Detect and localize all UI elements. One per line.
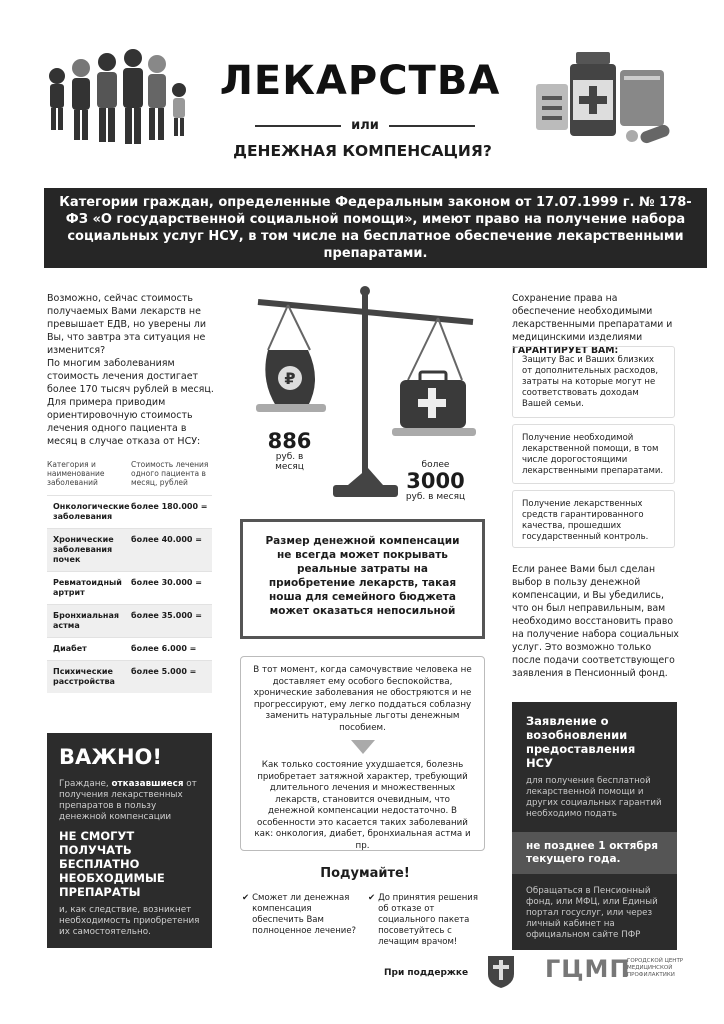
or-label: или	[351, 118, 379, 133]
statement-box	[512, 702, 677, 950]
disease-name: Бронхиальная астма	[53, 611, 119, 630]
disease-name: Диабет	[53, 644, 87, 653]
svg-text:₽: ₽	[284, 369, 296, 388]
important-text-start: Граждане,	[59, 779, 112, 789]
disease-name: Психические расстройства	[53, 667, 115, 686]
table-body	[47, 495, 212, 693]
check-item-text: До принятия решения об отказе от социального пакета посоветуйтесь с лечащим врачом!	[378, 893, 478, 947]
important-title: ВАЖНО!	[59, 745, 162, 769]
arrow-down-icon	[351, 740, 375, 754]
check-item-1	[242, 893, 362, 937]
intro-paragraph: Возможно, сейчас стоимость получаемых Вами лекарств не превышает ЕДВ, но уверены ли Вы, что завтра эта ситуация не изменится?	[47, 293, 207, 356]
checkmark-icon: ✔	[368, 893, 376, 903]
statement-deadline: не позднее 1 октября текущего года.	[512, 832, 677, 874]
drug-cost-prefix: более	[421, 460, 450, 470]
statement-top	[512, 702, 677, 826]
drug-cost-value: 3000	[406, 469, 465, 493]
think-heading: Подумайте!	[320, 866, 410, 881]
cost-paragraph: По многим заболеваниям стоимость лечения достигает более 170 тысяч рублей в месяц. Для примера приводим ориентировочную стоимость лечения одного пациента в месяц в случае отказа от НСУ:	[47, 358, 214, 447]
compensation-warning-box: Размер денежной компенсации не всегда может покрывать реальные затраты на приобретение лекарств, такая ноша для семейного бюджета может оказаться непосильной	[240, 519, 485, 639]
table-header-cost: Стоимость лечения одного пациента в месяц, рублей	[131, 460, 209, 487]
table-row	[47, 637, 212, 660]
table-header-category: Категория и наименование заболеваний	[47, 460, 105, 487]
family-illustration	[45, 48, 195, 148]
page-title: ЛЕКАРСТВА	[219, 58, 501, 104]
title-divider	[255, 118, 475, 133]
statement-where: Обращаться в Пенсионный фонд, или МФЦ, или Единый портал госуслуг, или через личный кабинет на официальном сайте ПФР	[526, 886, 658, 940]
medicine-illustration	[528, 50, 688, 145]
compensation-unit: руб. в месяц	[275, 452, 304, 472]
disease-cost: более 5.000 =	[131, 667, 197, 676]
disease-cost: более 180.000 =	[131, 502, 208, 511]
compensation-value: 886	[267, 429, 312, 453]
disease-cost: более 6.000 =	[131, 644, 197, 653]
important-consequence: и, как следствие, возникнет необходимость приобретения их самостоятельно.	[59, 905, 200, 937]
restore-paragraph: Если ранее Вами был сделан выбор в пользу денежной компенсации, и Вы убедились, что он был неправильным, вам необходимо восстановить право на получение набора социальных услуг. Это возможно только после подачи соответствующего заявления в Пенсионный фонд.	[512, 564, 679, 679]
compensation-amount	[262, 430, 317, 472]
disease-cost: более 40.000 =	[131, 535, 202, 544]
checkmark-icon: ✔	[242, 893, 250, 903]
disease-name: Хронические заболевания почек	[53, 535, 114, 564]
table-row	[47, 495, 212, 528]
check-item-text: Сможет ли денежная компенсация обеспечить Вам полноценное лечение?	[252, 893, 357, 936]
table-row	[47, 604, 212, 637]
important-text-end: от получения лекарственных препаратов в пользу денежной компенсации	[59, 779, 197, 822]
drug-cost-unit: руб. в месяц	[405, 492, 466, 502]
important-text-bold: отказавшиеся	[111, 779, 184, 789]
explanation-text-1: В тот момент, когда самочувствие человека не доставляет ему особого беспокойства, хронические заболевания не обостряются и не прогрессируют, ему легко поддаться соблазну заменить натуральные льготы денежным пособием.	[253, 665, 472, 733]
coat-of-arms-icon	[484, 952, 518, 990]
important-box	[47, 733, 212, 948]
guarantee-intro-bold: ГАРАНТИРУЕТ ВАМ:	[512, 345, 619, 356]
law-banner: Категории граждан, определенные Федеральным законом от 17.07.1999 г. № 178-ФЗ «О государственной социальной помощи», имеют право на получение набора социальных услуг НСУ, в том числе на бесплатное обеспечение лекарственными препаратами.	[44, 188, 707, 268]
guarantee-item: Получение лекарственных средств гарантированного качества, прошедших государственный контроль.	[512, 490, 675, 548]
gcmp-logo-subtitle: ГОРОДСКОЙ ЦЕНТР МЕДИЦИНСКОЙ ПРОФИЛАКТИКИ	[627, 958, 684, 978]
table-row	[47, 571, 212, 604]
disease-name: Онкологические заболевания	[53, 502, 130, 521]
important-warning: НЕ СМОГУТ ПОЛУЧАТЬ БЕСПЛАТНО НЕОБХОДИМЫЕ ПРЕПАРАТЫ	[59, 829, 165, 899]
guarantee-item: Получение необходимой лекарственной помощи, в том числе дорогостоящими лекарственными препаратами.	[512, 424, 675, 484]
disease-name: Ревматоидный артрит	[53, 578, 122, 597]
page-subtitle: ДЕНЕЖНАЯ КОМПЕНСАЦИЯ?	[233, 142, 492, 160]
gcmp-logo: ГЦМП	[545, 955, 631, 983]
guarantee-intro-text: Сохранение права на обеспечение необходимыми лекарственными препаратами и медицинскими изделиями	[512, 293, 673, 343]
table-row	[47, 528, 212, 571]
statement-title: Заявление о возобновлении предоставления НСУ	[526, 714, 636, 770]
important-text	[59, 779, 200, 823]
table-header	[47, 460, 212, 487]
explanation-box	[240, 656, 485, 851]
disease-cost: более 35.000 =	[131, 611, 202, 620]
statement-text: для получения бесплатной лекарственной помощи и других социальных гарантий необходимо подать	[526, 776, 662, 819]
disease-cost: более 30.000 =	[131, 578, 202, 587]
drug-cost-amount	[398, 460, 473, 502]
support-label: При поддержке	[384, 968, 469, 978]
table-row	[47, 660, 212, 693]
explanation-text-2: Как только состояние ухудшается, болезнь приобретает затяжной характер, требующий длительного лечения и множественных лекарств, становится очевидным, что денежной компенсации недостаточно. В особенности это касается таких заболеваний как: онкология, диабет, бронхиальная астма и пр.	[254, 760, 471, 851]
guarantee-item: Защиту Вас и Ваших близких от дополнительных расходов, затраты на которые могут не соответствовать доходам Вашей семьи.	[512, 346, 675, 418]
check-item-2	[368, 893, 488, 948]
cost-table	[47, 460, 212, 693]
